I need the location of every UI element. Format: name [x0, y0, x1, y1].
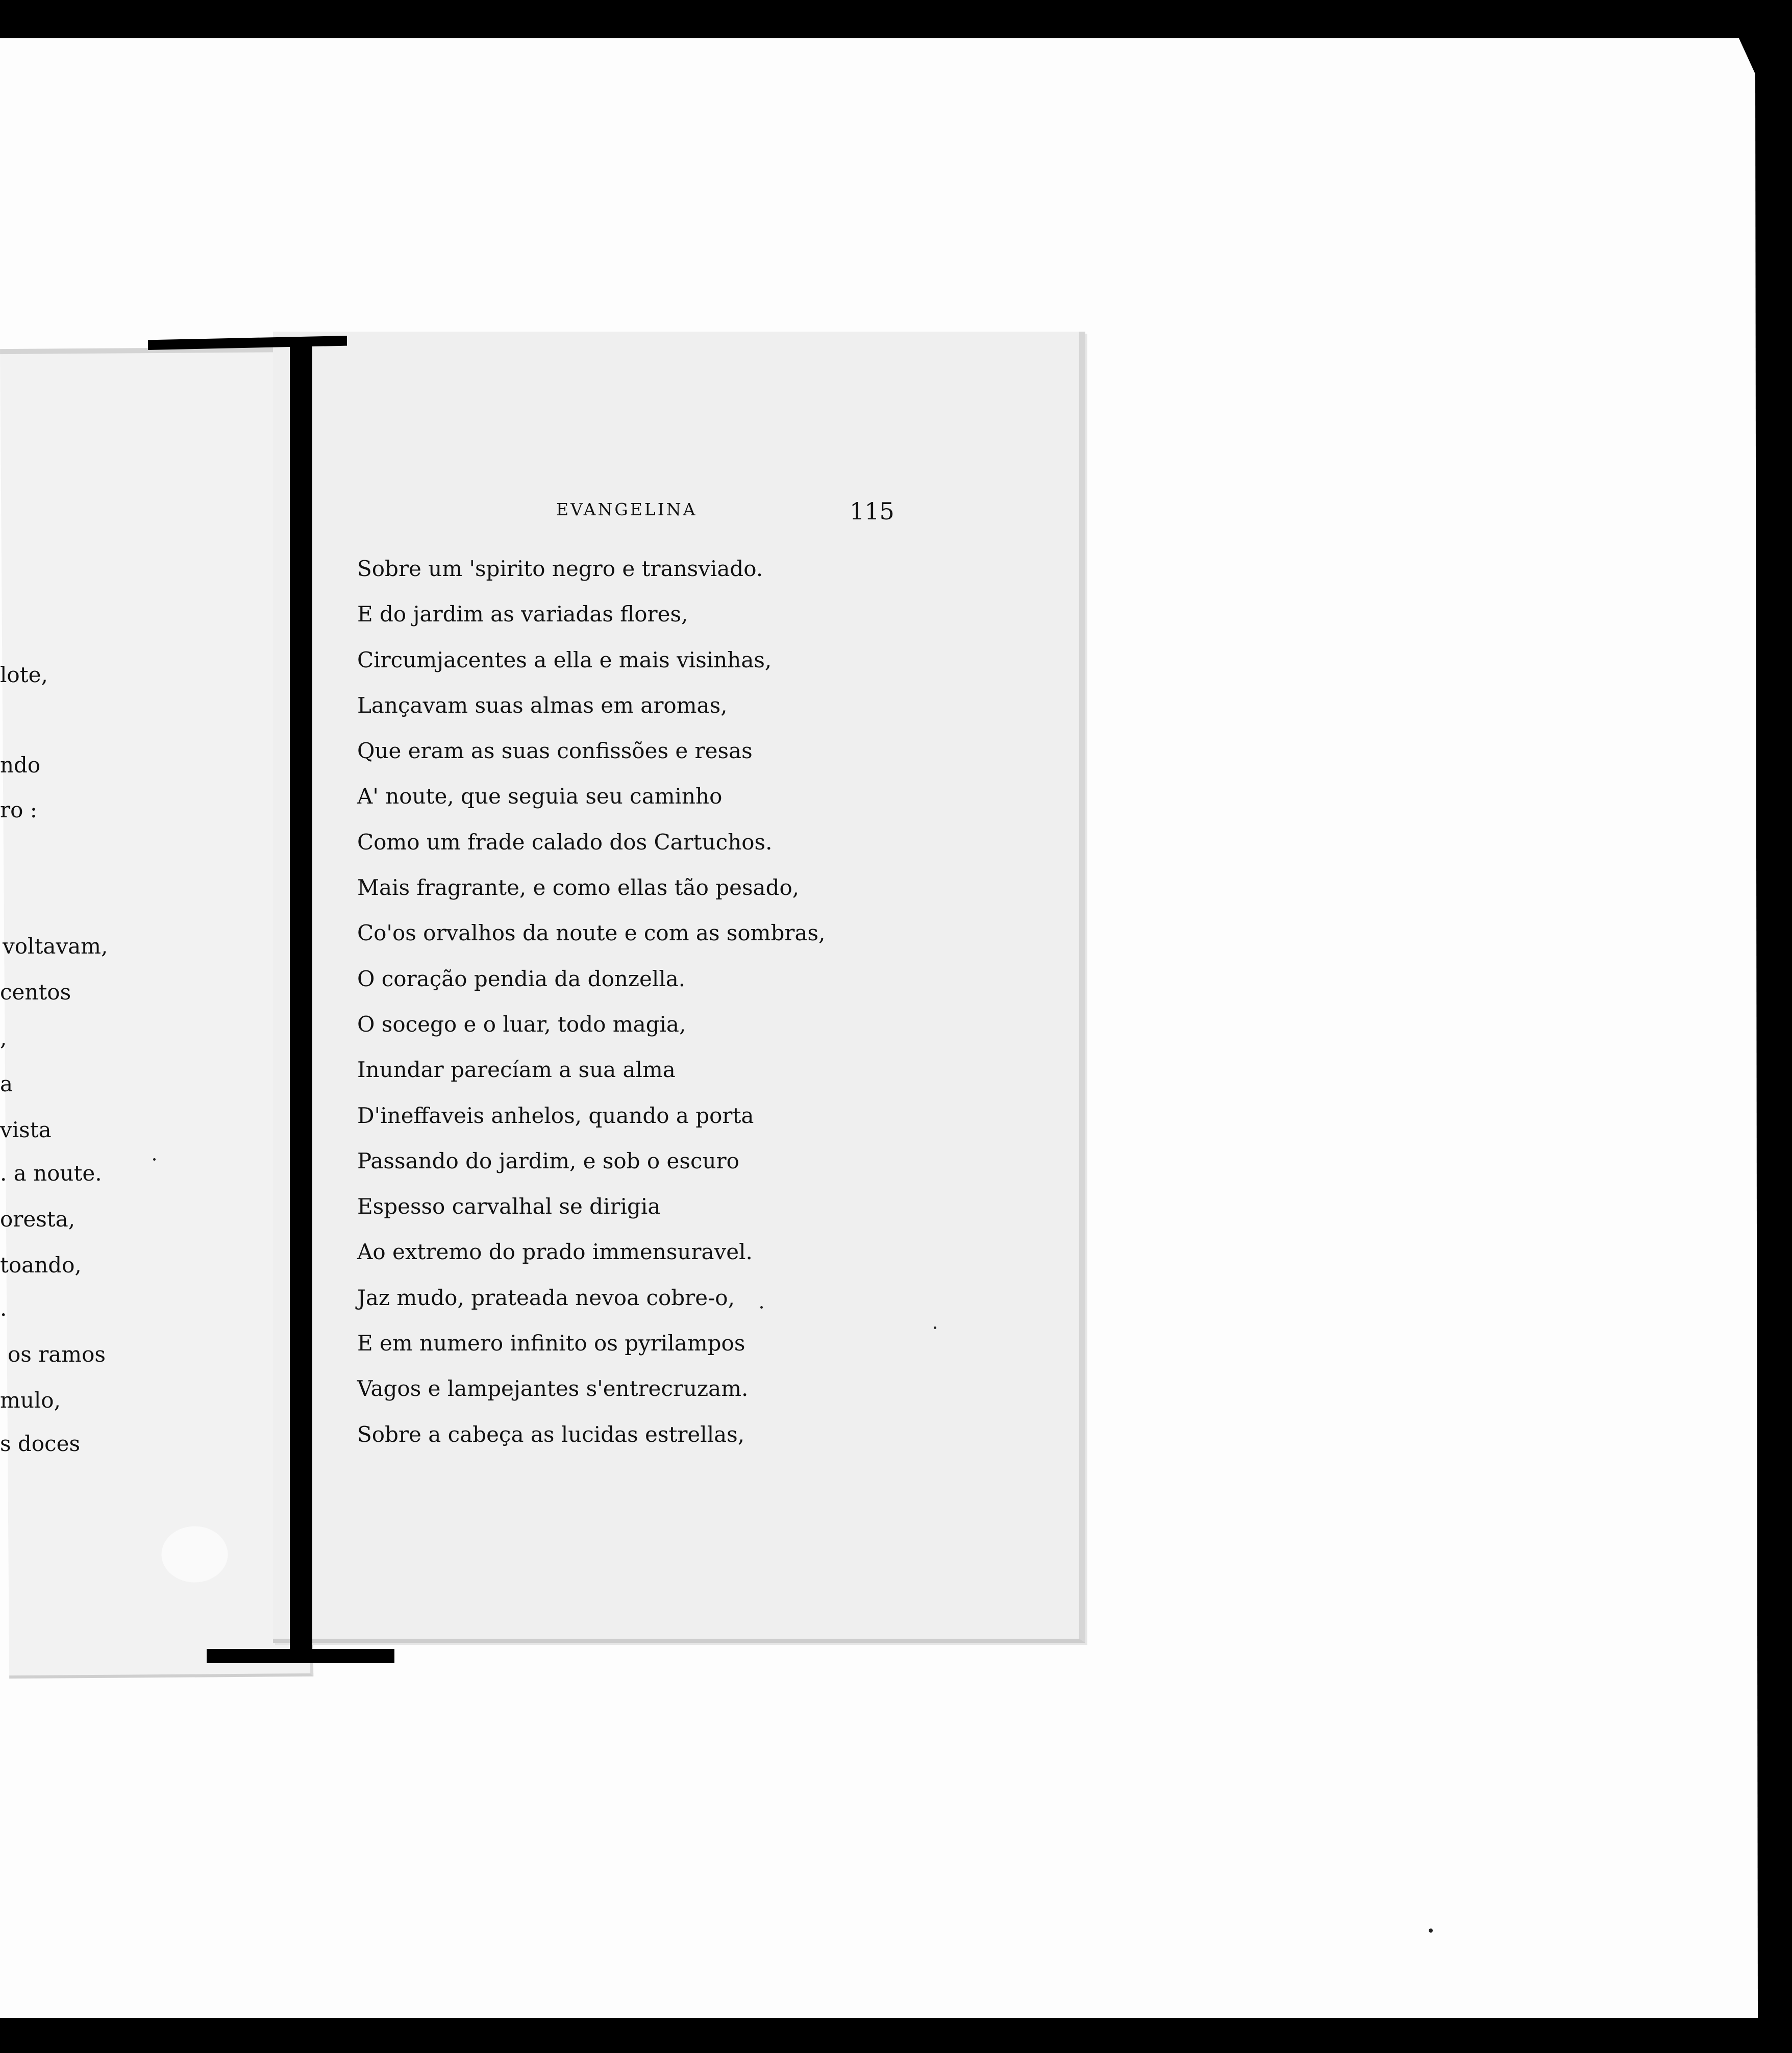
binding-bar-bottom	[207, 1649, 394, 1663]
verse-line: D'ineffaveis anhelos, quando a porta	[357, 1103, 754, 1128]
verse-line: E do jardim as variadas flores,	[357, 602, 688, 627]
verse-line: Como um frade calado dos Cartuchos.	[357, 829, 773, 855]
verse-line: O socego e o luar, todo magia,	[357, 1011, 686, 1037]
fragment-line: vista	[0, 1117, 52, 1142]
verse-line: O coração pendia da donzella.	[357, 966, 686, 991]
verse-line: Espesso carvalhal se dirigia	[357, 1194, 661, 1219]
fragment-line: toando,	[0, 1253, 82, 1278]
verse-line: Mais fragrante, e como ellas tão pesado,	[357, 875, 800, 900]
fragment-line: voltavam,	[3, 934, 108, 959]
binding-bar-vertical	[290, 339, 312, 1661]
fragment-line: oresta,	[0, 1207, 76, 1232]
verse-line: Que eram as suas confissões e resas	[357, 738, 753, 764]
scan-speck	[153, 1158, 156, 1161]
fragment-line: .	[0, 1296, 7, 1321]
verse-line: Ao extremo do prado immensuravel.	[357, 1239, 753, 1265]
verse-line: A' noute, que seguia seu caminho	[357, 784, 723, 809]
fragment-line: . a noute.	[0, 1161, 102, 1186]
page-number: 115	[850, 497, 894, 525]
fragment-line: centos	[0, 980, 71, 1005]
left-page	[0, 347, 313, 1679]
fragment-line: ro :	[0, 797, 37, 822]
fragment-line: a	[0, 1071, 13, 1096]
fragment-line: ,	[0, 1025, 7, 1050]
verse-line: Sobre a cabeça as lucidas estrellas,	[357, 1421, 745, 1447]
verse-line: E em numero infinito os pyrilampos	[357, 1331, 745, 1356]
fragment-line: s doces	[0, 1431, 81, 1456]
verse-line: Co'os orvalhos da noute e com as sombras,	[357, 920, 826, 946]
verse-line: Inundar parecíam a sua alma	[357, 1057, 676, 1083]
fragment-line: os ramos	[8, 1342, 106, 1367]
scan-speck	[934, 1326, 936, 1329]
scan-speck	[1429, 1929, 1433, 1933]
fragment-line: mulo,	[0, 1388, 61, 1413]
paper-stain	[161, 1526, 228, 1583]
verse-line: Jaz mudo, prateada nevoa cobre-o,	[357, 1285, 735, 1310]
verse-line: Sobre um 'spirito negro e transviado.	[357, 556, 763, 581]
verse-line: Passando do jardim, e sob o escuro	[357, 1148, 739, 1173]
running-title: EVANGELINA	[556, 499, 698, 519]
scan-speck	[760, 1306, 763, 1309]
verse-block	[357, 549, 1072, 1461]
verse-line: Circumjacentes a ella e mais visinhas,	[357, 647, 772, 672]
page-header	[556, 497, 913, 533]
verse-line: Lançavam suas almas em aromas,	[357, 692, 728, 718]
fragment-line: lote,	[0, 662, 48, 687]
fragment-line: ndo	[0, 753, 41, 778]
verse-line: Vagos e lampejantes s'entrecruzam.	[357, 1376, 749, 1401]
